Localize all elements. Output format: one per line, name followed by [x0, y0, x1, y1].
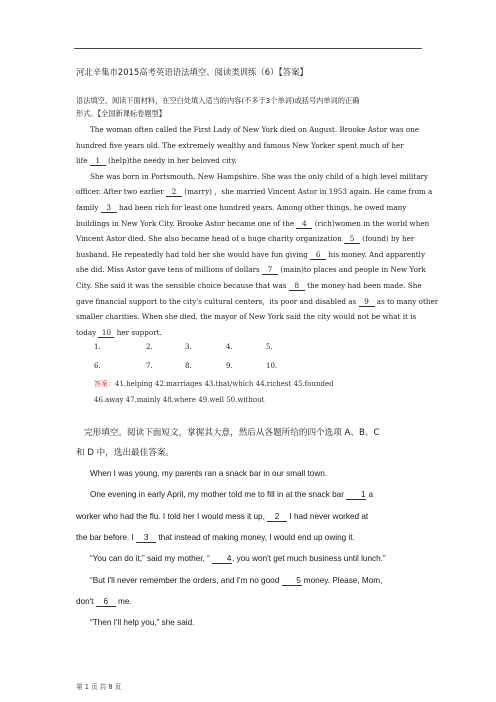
line-text: (marry) ，she married Vincent Astor in 1953 again. He came from a [182, 187, 433, 197]
answer-slot: 9. [226, 362, 233, 370]
fill-blank: 6 [310, 250, 326, 260]
page-footer: 第 1 页 共 8 页 [76, 683, 122, 691]
line-text: the bar before. I [76, 532, 137, 542]
line-text: his money. And apparently [326, 249, 426, 259]
line-text: (found) by her [359, 234, 415, 244]
fill-blank: 9 [359, 297, 375, 307]
passage-line [76, 593, 422, 611]
line-text: She was born in Portsmouth, New Hampshire. She was the only child of a high level military [90, 171, 428, 181]
passage-line [76, 508, 422, 526]
line-text: officer. After two earlier [76, 187, 167, 197]
passage-line [76, 139, 422, 153]
answer-slot: 7. [146, 362, 153, 370]
answer-slot: 5. [266, 343, 273, 351]
answer-slot: 3. [185, 343, 192, 351]
page-title: 河北辛集市2015高考英语语法填空、阅读类训练（6）【答案】 [76, 67, 308, 77]
fill-blank: 4 [296, 219, 312, 229]
fill-blank: 1 [90, 156, 106, 166]
fill-blank: 6 [96, 597, 116, 607]
line-text: had been rich for least one hundred years. Among other things, he owed many [116, 203, 407, 212]
line-text: her support. [114, 327, 162, 337]
line-text: “You can do it,” said my mother, “ [90, 554, 213, 564]
answers-line1: 答案：41.helping 42.marriages 43.that/which 44.richest 45.founded [94, 380, 334, 388]
line-text: life [76, 156, 90, 166]
line-text: gave financial support to the city's cultural centers，its poor and disabled as [76, 296, 359, 306]
fill-blank: 1 [346, 490, 366, 500]
line-text: smaller charities. When she died, the mayor of New York said the city would not be what it is [76, 312, 417, 322]
passage-line [76, 232, 422, 246]
line-text: as to many other [374, 296, 439, 306]
fill-blank: 7 [262, 265, 278, 275]
passage-line [76, 248, 426, 262]
line-text: money. Please, Mom, [301, 575, 383, 585]
fill-blank: 2 [166, 187, 182, 197]
passage-line [76, 550, 422, 568]
line-text: that instead of making money, I would end up owing it. [156, 532, 355, 542]
passage-line [76, 123, 422, 137]
fill-blank: 8 [289, 281, 305, 291]
line-text: (rich)women in the world when [312, 218, 430, 228]
line-text: (main)to places and people in New York [278, 265, 426, 275]
fill-blank: 2 [267, 512, 287, 522]
passage-line [76, 279, 422, 293]
line-text: me. [115, 596, 132, 606]
line-text: One evening in early April, my mother told me to fill in at the snack bar [90, 490, 347, 500]
passage-line [76, 263, 426, 277]
line-text: the money had been made. She [304, 281, 422, 290]
line-text: I had never worked at [287, 511, 369, 521]
line-text: she did. Miss Astor gave tens of millions of dollars [76, 265, 262, 275]
fill-blank: 5 [282, 576, 302, 586]
fill-blank: 3 [101, 203, 117, 213]
line-text: today [76, 327, 99, 337]
line-text: husband. He repeatedly had told her she would have fun giving [76, 249, 311, 259]
line-text: (help)the needy in her beloved city. [105, 156, 237, 166]
passage-line [76, 614, 422, 632]
passage-line [76, 310, 422, 324]
line-text: family [76, 203, 101, 212]
passage-line [76, 486, 422, 504]
line-text: , you won't get much business until lunch.” [232, 554, 386, 564]
fill-blank: 10 [98, 328, 114, 338]
passage-line [76, 201, 422, 215]
passage-line [76, 465, 422, 483]
passage-line [76, 529, 422, 547]
line-text: Vincent Astor died. She also became head of a huge charity organization [76, 234, 344, 244]
line-text: buildings in New York City. Brooke Astor became one of the [76, 218, 297, 228]
answer-slot: 2. [146, 343, 153, 351]
answer-slot: 8. [185, 362, 192, 370]
passage-line [76, 326, 422, 340]
passage-line [76, 217, 430, 231]
answer-slot: 4. [226, 343, 233, 351]
passage-line [76, 170, 428, 184]
line-text: worker who had the flu. I told her I would mess it up, [76, 511, 268, 521]
answer-label: 答案： [94, 380, 115, 388]
line-text: “Then I'll help you,” she said. [90, 618, 195, 628]
cloze-intro-line1: 完形填空。阅读下面短文，掌握其大意，然后从各题所给的四个选项 A、B、C [84, 428, 380, 438]
grammar-intro-line1: 语法填空。阅读下面材料，在空白处填入适当的内容(不多于3个单词)或括号内单词的正确 [76, 96, 360, 105]
fill-blank: 4 [212, 554, 232, 564]
answers-line2: 46.away 47.mainly 48.where 49.well 50.without [94, 396, 265, 404]
fill-blank: 5 [344, 234, 360, 244]
grammar-intro-line2: 形式。【全国新课标卷题型】 [76, 109, 166, 118]
line-text: When I was young, my parents ran a snack bar in our small town. [90, 469, 328, 478]
fill-blank: 3 [136, 533, 156, 543]
line-text: don't [76, 596, 96, 606]
line-text: hundred five years old. The extremely wealthy and famous New Yorker spent much of her [76, 140, 404, 150]
cloze-intro-line2: 和 D 中，选出最佳答案。 [76, 448, 175, 458]
passage-line [76, 295, 439, 309]
header-rule [74, 48, 422, 49]
passage-line [76, 185, 433, 199]
passage-line [76, 572, 422, 590]
line-text: City. She said it was the sensible choice because that was [76, 281, 289, 290]
answer-slot: 6. [94, 362, 101, 370]
answer-slot: 10. [266, 362, 278, 370]
line-text: The woman often called the First Lady of New York died on August. Brooke Astor was one [90, 125, 420, 134]
line-text: a [366, 490, 374, 500]
passage-line [76, 154, 422, 168]
answer-slot: 1. [94, 343, 101, 351]
line-text: “But I'll never remember the orders, and I'm no good [90, 575, 282, 585]
